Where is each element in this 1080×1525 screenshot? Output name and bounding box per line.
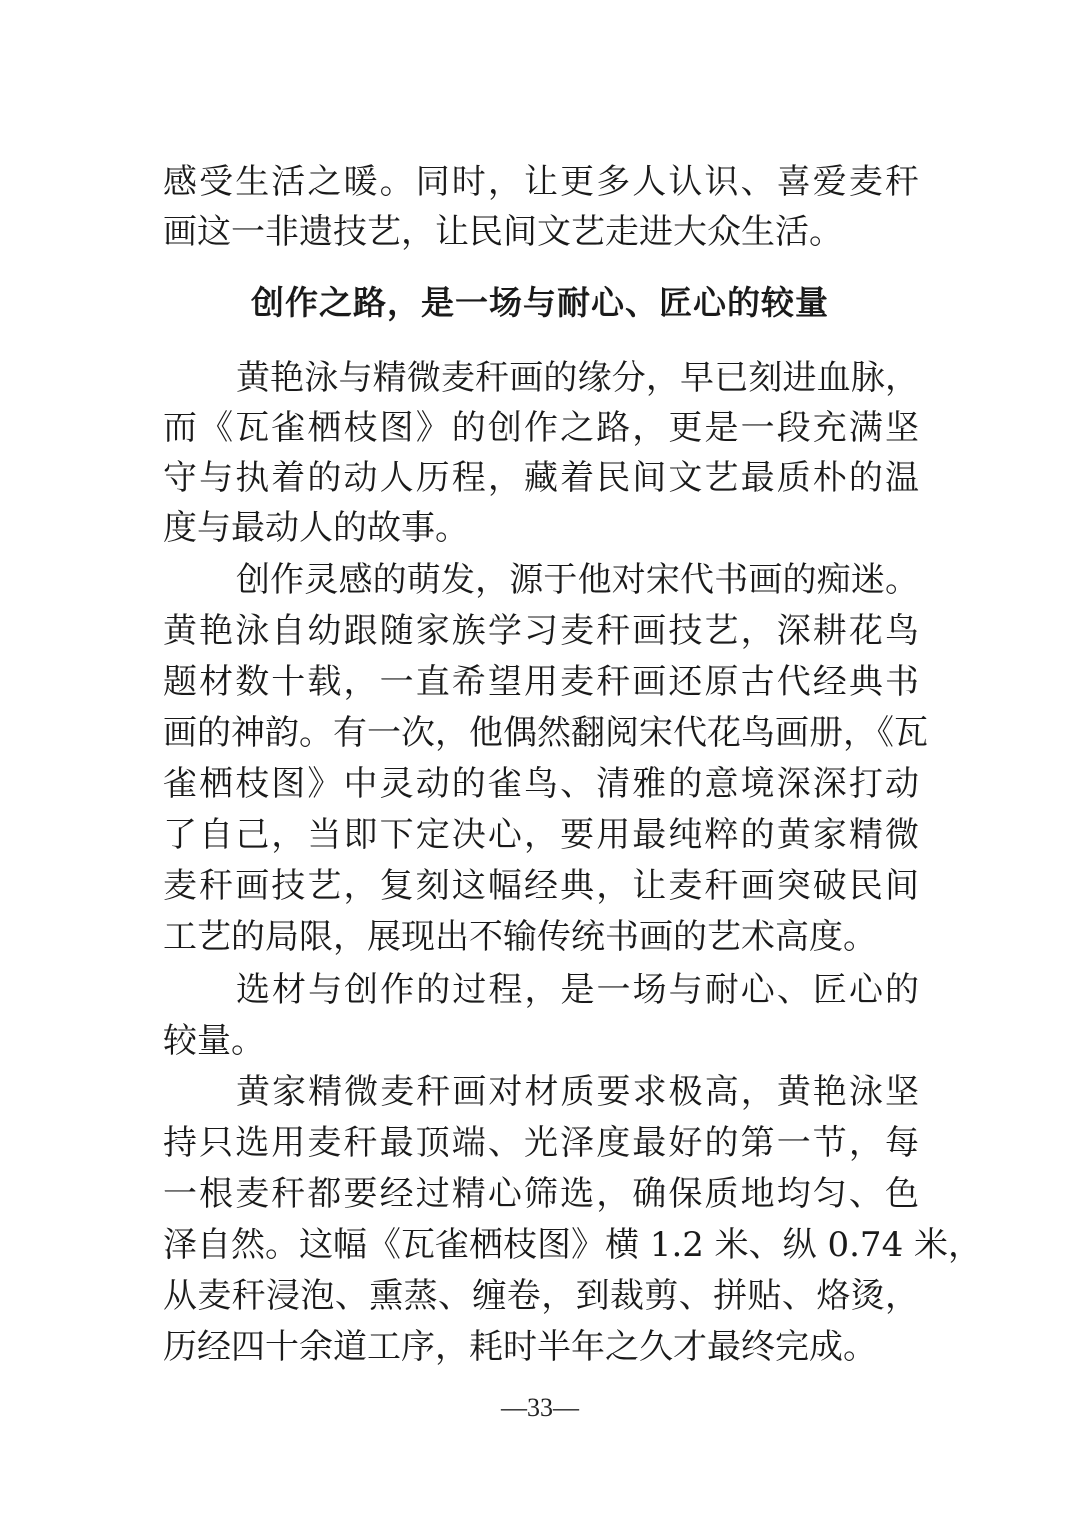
text-line: 黄家精微麦秆画对材质要求极高，黄艳泳坚 xyxy=(236,1072,919,1112)
text-line: 一根麦秆都要经过精心筛选，确保质地均匀、色 xyxy=(163,1174,919,1214)
text-line: 从麦秆浸泡、熏蒸、缠卷，到裁剪、拼贴、烙烫， xyxy=(163,1276,919,1316)
page-number: —33— xyxy=(501,1393,579,1422)
text-line: 题材数十载，一直希望用麦秆画还原古代经典书 xyxy=(163,662,919,702)
text-line: 画的神韵。有一次，他偶然翻阅宋代花鸟画册，《瓦 xyxy=(163,713,928,753)
text-line: 雀栖枝图》中灵动的雀鸟、清雅的意境深深打动 xyxy=(163,764,919,804)
text-line: 黄艳泳与精微麦秆画的缘分，早已刻进血脉， xyxy=(236,358,919,398)
text-line: 较量。 xyxy=(163,1021,265,1061)
section-heading: 创作之路，是一场与耐心、匠心的较量 xyxy=(251,283,829,322)
text-line: 感受生活之暖。同时，让更多人认识、喜爱麦秆 xyxy=(163,162,919,202)
text-line: 创作灵感的萌发，源于他对宋代书画的痴迷。 xyxy=(236,560,919,600)
text-line: 了自己，当即下定决心，要用最纯粹的黄家精微 xyxy=(163,815,919,855)
text-line: 持只选用麦秆最顶端、光泽度最好的第一节，每 xyxy=(163,1123,919,1163)
text-line: 而《瓦雀栖枝图》的创作之路，更是一段充满坚 xyxy=(163,408,919,448)
text-line: 黄艳泳自幼跟随家族学习麦秆画技艺，深耕花鸟 xyxy=(163,611,919,651)
text-line: 画这一非遗技艺，让民间文艺走进大众生活。 xyxy=(163,212,843,252)
text-line: 选材与创作的过程，是一场与耐心、匠心的 xyxy=(236,970,919,1010)
text-line: 麦秆画技艺，复刻这幅经典，让麦秆画突破民间 xyxy=(163,866,919,906)
text-line: 泽自然。这幅《瓦雀栖枝图》横 1.2 米、纵 0.74 米， xyxy=(163,1225,983,1265)
text-line: 度与最动人的故事。 xyxy=(163,508,469,548)
text-line: 工艺的局限，展现出不输传统书画的艺术高度。 xyxy=(163,917,877,957)
text-line: 守与执着的动人历程，藏着民间文艺最质朴的温 xyxy=(163,458,919,498)
text-line: 历经四十余道工序，耗时半年之久才最终完成。 xyxy=(163,1327,877,1367)
